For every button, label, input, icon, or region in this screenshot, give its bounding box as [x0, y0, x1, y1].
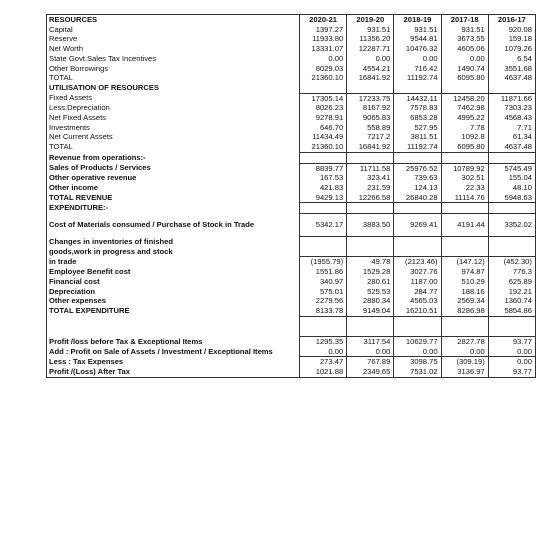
row-value: 4565.03: [394, 296, 441, 306]
header-year-2019-20: 2019-20: [347, 15, 394, 25]
row-value: 558.89: [347, 123, 394, 133]
row-label: TOTAL EXPENDITURE: [47, 306, 300, 316]
row-value: 323.41: [347, 173, 394, 183]
row-label: Profit /loss before Tax & Exceptional Items: [47, 336, 300, 346]
header-year-2016-17: 2016-17: [488, 15, 535, 25]
row-value: 0.00: [347, 54, 394, 64]
row-value: 7217.2: [347, 132, 394, 142]
row-value: 767.89: [347, 357, 394, 367]
row-value: [394, 83, 441, 93]
row-label: EXPENDITURE:-: [47, 203, 300, 214]
row-label: goods,work in progress and stock: [47, 247, 300, 257]
row-value: 48.10: [488, 183, 535, 193]
row-label: UTILISATION OF RESOURCES: [47, 83, 300, 93]
row-value: 188.16: [441, 287, 488, 297]
table-row: [47, 152, 536, 163]
row-value: 9269.41: [394, 214, 441, 237]
row-value: [347, 247, 394, 257]
table-row: [47, 103, 536, 113]
row-value: 280.61: [347, 277, 394, 287]
row-value: 11711.58: [347, 163, 394, 173]
row-value: 21360.10: [300, 142, 347, 152]
row-value: 0.00: [347, 347, 394, 357]
row-label: [47, 326, 300, 336]
row-value: 8839.77: [300, 163, 347, 173]
row-value: [441, 83, 488, 93]
row-label: Other operative revenue: [47, 173, 300, 183]
row-value: (147.12): [441, 257, 488, 267]
row-value: 7303.23: [488, 103, 535, 113]
row-value: [441, 316, 488, 326]
row-value: 0.00: [300, 347, 347, 357]
row-value: 0.00: [300, 54, 347, 64]
row-value: 4554.21: [347, 64, 394, 74]
row-value: 9278.91: [300, 113, 347, 123]
row-value: 2349.65: [347, 367, 394, 377]
row-value: 527.95: [394, 123, 441, 133]
table-row: [47, 93, 536, 103]
table-body: [47, 25, 536, 378]
row-value: 13331.07: [300, 44, 347, 54]
header-year-2018-19: 2018-19: [394, 15, 441, 25]
row-value: [394, 237, 441, 247]
row-value: [300, 247, 347, 257]
row-value: 93.77: [488, 336, 535, 346]
row-value: 155.04: [488, 173, 535, 183]
row-value: 646.70: [300, 123, 347, 133]
row-value: 159.18: [488, 34, 535, 44]
row-value: 3117.54: [347, 336, 394, 346]
row-value: 12458.20: [441, 93, 488, 103]
row-value: 284.77: [394, 287, 441, 297]
row-value: 49.78: [347, 257, 394, 267]
row-value: 931.51: [441, 25, 488, 35]
table-header-row: [47, 15, 536, 25]
row-value: 1092.8: [441, 132, 488, 142]
row-value: 4995.22: [441, 113, 488, 123]
row-label: Net Worth: [47, 44, 300, 54]
row-value: 931.51: [347, 25, 394, 35]
row-value: [488, 83, 535, 93]
row-value: 8029.03: [300, 64, 347, 74]
row-value: 739.63: [394, 173, 441, 183]
row-label: TOTAL REVENUE: [47, 193, 300, 203]
row-value: 1079.26: [488, 44, 535, 54]
row-value: 273.47: [300, 357, 347, 367]
table-row: [47, 367, 536, 377]
row-value: 12287.71: [347, 44, 394, 54]
row-value: 7578.83: [394, 103, 441, 113]
row-value: 16841.92: [347, 73, 394, 83]
row-label: Less : Tax Expenses: [47, 357, 300, 367]
row-value: 11933.80: [300, 34, 347, 44]
row-label: Investments: [47, 123, 300, 133]
row-value: 340.97: [300, 277, 347, 287]
row-value: 525.53: [347, 287, 394, 297]
row-value: [300, 203, 347, 214]
header-year-2017-18: 2017-18: [441, 15, 488, 25]
row-value: 1551.86: [300, 267, 347, 277]
header-resources: RESOURCES: [47, 15, 300, 25]
table-row: [47, 336, 536, 346]
row-value: 0.00: [394, 54, 441, 64]
table-row: [47, 132, 536, 142]
row-value: 4637.48: [488, 73, 535, 83]
table-row: [47, 173, 536, 183]
row-value: 21360.10: [300, 73, 347, 83]
row-label: Other income: [47, 183, 300, 193]
row-value: [488, 237, 535, 247]
table-row: [47, 183, 536, 193]
row-value: 510.29: [441, 277, 488, 287]
table-row: [47, 25, 536, 35]
row-value: 0.00: [441, 347, 488, 357]
row-label: Cost of Materials consumed / Purchase of Stock in Trade: [47, 214, 300, 237]
row-value: 7462.98: [441, 103, 488, 113]
row-value: 1021.88: [300, 367, 347, 377]
row-value: [347, 237, 394, 247]
row-label: Other Borrowings: [47, 64, 300, 74]
row-value: 12266.58: [347, 193, 394, 203]
row-value: 302.51: [441, 173, 488, 183]
row-value: 5948.63: [488, 193, 535, 203]
table-row: [47, 267, 536, 277]
row-value: 2569.34: [441, 296, 488, 306]
row-value: [300, 152, 347, 163]
row-value: 5745.49: [488, 163, 535, 173]
row-value: 11871.66: [488, 93, 535, 103]
row-value: 26840.28: [394, 193, 441, 203]
row-value: [300, 316, 347, 326]
row-value: 3098.75: [394, 357, 441, 367]
table-row: [47, 277, 536, 287]
table-row: [47, 54, 536, 64]
row-value: [488, 316, 535, 326]
row-value: 1187.00: [394, 277, 441, 287]
row-value: 7.78: [441, 123, 488, 133]
row-value: 231.59: [347, 183, 394, 193]
row-value: 7.71: [488, 123, 535, 133]
row-value: 7531.02: [394, 367, 441, 377]
row-value: 124.13: [394, 183, 441, 193]
row-value: 10476.32: [394, 44, 441, 54]
row-label: Financial cost: [47, 277, 300, 287]
row-value: 8026.23: [300, 103, 347, 113]
row-value: 6853.28: [394, 113, 441, 123]
row-value: 2880.34: [347, 296, 394, 306]
row-value: 11192.74: [394, 142, 441, 152]
table-row: [47, 257, 536, 267]
table-row: [47, 64, 536, 74]
row-label: TOTAL: [47, 73, 300, 83]
row-label: Other expenses: [47, 296, 300, 306]
row-value: 14432.11: [394, 93, 441, 103]
row-label: Depreciation: [47, 287, 300, 297]
row-value: (2123.46): [394, 257, 441, 267]
row-value: 61.34: [488, 132, 535, 142]
row-value: 6095.80: [441, 73, 488, 83]
row-value: [300, 83, 347, 93]
row-value: 6.54: [488, 54, 535, 64]
row-value: 3883.50: [347, 214, 394, 237]
row-value: 93.77: [488, 367, 535, 377]
row-value: 5854.86: [488, 306, 535, 316]
row-value: (309.19): [441, 357, 488, 367]
row-value: 6095.80: [441, 142, 488, 152]
row-value: 3811.51: [394, 132, 441, 142]
row-value: [300, 237, 347, 247]
row-value: [347, 203, 394, 214]
row-value: [441, 203, 488, 214]
table-row: [47, 247, 536, 257]
table-row: [47, 73, 536, 83]
table-row: [47, 44, 536, 54]
table-row: [47, 163, 536, 173]
row-value: 3027.76: [394, 267, 441, 277]
row-value: 625.89: [488, 277, 535, 287]
table-row: [47, 83, 536, 93]
table-row: [47, 34, 536, 44]
row-value: 3136.97: [441, 367, 488, 377]
row-label: Capital: [47, 25, 300, 35]
row-value: 22.33: [441, 183, 488, 193]
row-label: Fixed Assets: [47, 93, 300, 103]
row-label: State Govt.Sales Tax Incentives: [47, 54, 300, 64]
row-value: [441, 247, 488, 257]
row-label: Sales of Products / Services: [47, 163, 300, 173]
row-value: 10789.92: [441, 163, 488, 173]
row-value: [488, 326, 535, 336]
row-value: [394, 326, 441, 336]
table-row: [47, 287, 536, 297]
row-value: [488, 247, 535, 257]
row-value: 25976.52: [394, 163, 441, 173]
row-value: [394, 316, 441, 326]
row-value: [488, 152, 535, 163]
row-value: 974.87: [441, 267, 488, 277]
row-label: Less:Depreciation: [47, 103, 300, 113]
row-value: 8167.92: [347, 103, 394, 113]
row-value: 776.3: [488, 267, 535, 277]
row-value: 10629.77: [394, 336, 441, 346]
row-value: [347, 316, 394, 326]
row-value: [347, 83, 394, 93]
row-value: 11114.76: [441, 193, 488, 203]
row-value: [441, 326, 488, 336]
row-value: 2827.78: [441, 336, 488, 346]
row-label: Add : Profit on Sale of Assets / Investment / Exceptional Items: [47, 347, 300, 357]
row-value: 16210.51: [394, 306, 441, 316]
row-value: [300, 326, 347, 336]
row-value: [441, 152, 488, 163]
row-value: 920.08: [488, 25, 535, 35]
row-value: [347, 152, 394, 163]
row-label: TOTAL: [47, 142, 300, 152]
row-value: 1529.28: [347, 267, 394, 277]
row-value: 11192.74: [394, 73, 441, 83]
row-value: 192.21: [488, 287, 535, 297]
row-value: 167.53: [300, 173, 347, 183]
header-year-2020-21: 2020-21: [300, 15, 347, 25]
row-value: 1397.27: [300, 25, 347, 35]
table-row: [47, 193, 536, 203]
row-value: 11434.49: [300, 132, 347, 142]
row-value: 2279.56: [300, 296, 347, 306]
table-row: [47, 347, 536, 357]
table-row: [47, 123, 536, 133]
row-value: (1955.79): [300, 257, 347, 267]
row-value: [347, 326, 394, 336]
row-value: 9149.04: [347, 306, 394, 316]
table-row: [47, 113, 536, 123]
row-label: Reserve: [47, 34, 300, 44]
row-value: 575.01: [300, 287, 347, 297]
row-value: (452.30): [488, 257, 535, 267]
row-value: 3673.55: [441, 34, 488, 44]
table-row: [47, 142, 536, 152]
row-value: 16841.92: [347, 142, 394, 152]
row-value: 8133.78: [300, 306, 347, 316]
row-label: Changes in inventories of finished: [47, 237, 300, 247]
row-label: Profit /(Loss) After Tax: [47, 367, 300, 377]
row-value: 1295.35: [300, 336, 347, 346]
row-value: 8286.98: [441, 306, 488, 316]
row-value: 17233.75: [347, 93, 394, 103]
row-value: 3352.02: [488, 214, 535, 237]
row-value: 0.00: [488, 357, 535, 367]
table-row: [47, 306, 536, 316]
row-label: in trade: [47, 257, 300, 267]
row-value: 9544.81: [394, 34, 441, 44]
row-value: [394, 152, 441, 163]
row-value: 931.51: [394, 25, 441, 35]
row-value: 9429.13: [300, 193, 347, 203]
table-row: [47, 357, 536, 367]
row-value: 716.42: [394, 64, 441, 74]
row-value: 421.83: [300, 183, 347, 193]
table-row: [47, 326, 536, 336]
table-row: [47, 316, 536, 326]
row-value: 4637.48: [488, 142, 535, 152]
row-value: 4191.44: [441, 214, 488, 237]
row-value: 5342.17: [300, 214, 347, 237]
row-value: 4568.43: [488, 113, 535, 123]
row-value: [394, 247, 441, 257]
row-value: 11356.20: [347, 34, 394, 44]
row-label: Net Current Assets: [47, 132, 300, 142]
row-value: 0.00: [488, 347, 535, 357]
row-value: 4605.06: [441, 44, 488, 54]
row-label: Employee Benefit cost: [47, 267, 300, 277]
row-value: [488, 203, 535, 214]
table-row: [47, 296, 536, 306]
row-label: Revenue from operations:-: [47, 152, 300, 163]
row-value: [394, 203, 441, 214]
financial-summary-table: [46, 14, 536, 378]
table-row: [47, 203, 536, 214]
row-label: [47, 316, 300, 326]
row-value: [441, 237, 488, 247]
table-row: [47, 237, 536, 247]
row-value: 17305.14: [300, 93, 347, 103]
row-value: 9065.83: [347, 113, 394, 123]
row-label: Net Fixed Assets: [47, 113, 300, 123]
row-value: 3551.68: [488, 64, 535, 74]
row-value: 1490.74: [441, 64, 488, 74]
row-value: 0.00: [441, 54, 488, 64]
row-value: 0.00: [394, 347, 441, 357]
row-value: 1360.74: [488, 296, 535, 306]
table-row: [47, 214, 536, 237]
